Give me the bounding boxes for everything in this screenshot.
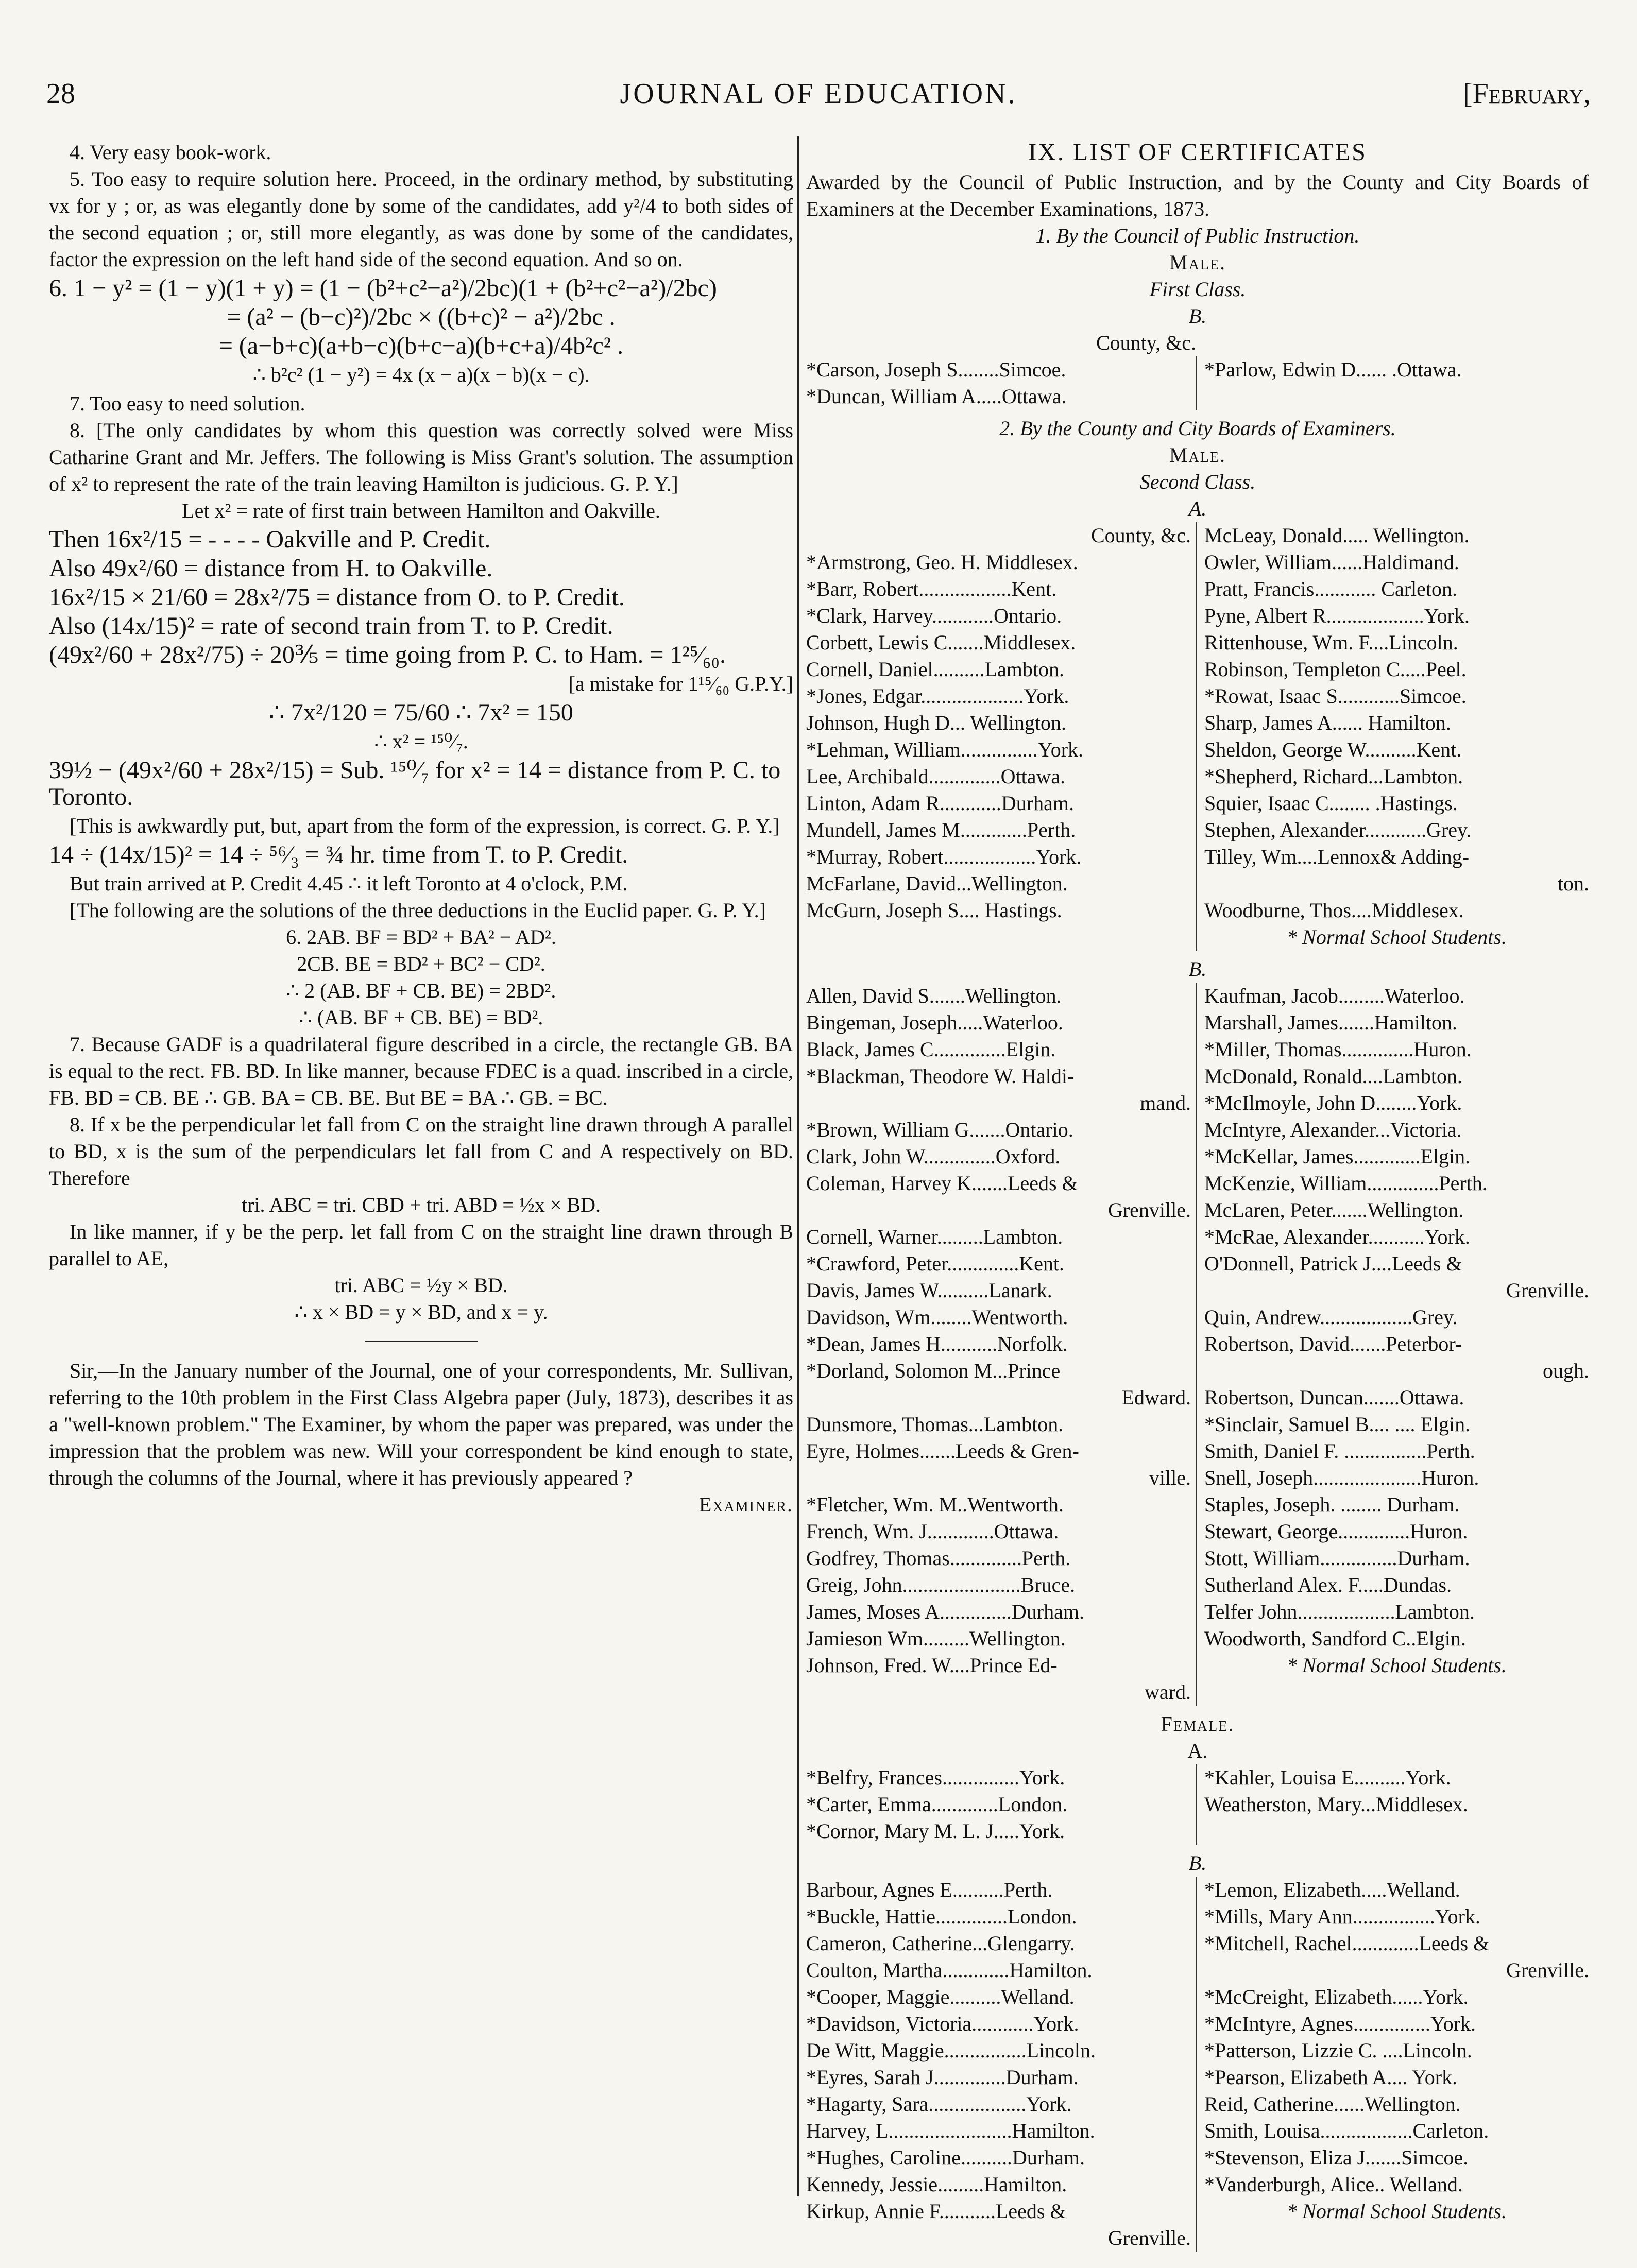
certificate-entry: *Belfry, Frances...............York. bbox=[806, 1766, 1065, 1789]
certificate-entry: *McIlmoyle, John D........York. bbox=[1204, 1091, 1462, 1114]
certificate-entry: O'Donnell, Patrick J....Leeds & bbox=[1204, 1252, 1462, 1275]
certificate-entry: Coulton, Martha.............Hamilton. bbox=[806, 1958, 1093, 1982]
female-b-list bbox=[806, 1877, 1589, 2252]
certificate-entry: McGurn, Joseph S.... Hastings. bbox=[806, 899, 1062, 922]
euclid-6a: 6. 2AB. BF = BD² + BA² − AD². bbox=[286, 925, 556, 949]
certificate-entry: *Dean, James H...........Norfolk. bbox=[806, 1332, 1068, 1355]
female-b-list-left bbox=[806, 1877, 1197, 2252]
answer-8-also-2: Also (14x/15)² = rate of second train from T. to P. Credit. bbox=[49, 612, 613, 640]
certificate-entry: Sheldon, George W..........Kent. bbox=[1204, 738, 1462, 761]
heading-grade-a-2: A. bbox=[1187, 1739, 1208, 1762]
certificate-entry: *Lehman, William...............York. bbox=[806, 738, 1084, 761]
male-b-list-left bbox=[806, 983, 1197, 1706]
certificate-entry: Stewart, George..............Huron. bbox=[1204, 1520, 1468, 1543]
certificate-entry: *Brown, William G.......Ontario. bbox=[806, 1118, 1073, 1141]
euclid-7: 7. Because GADF is a quadrilateral figure described in a circle, the rectangle GB. BA is equal to the rect. FB. BD. In like manner, because FDEC is a quad. inscribed in a circle, FB. BD = CB. BE ∴ GB. BA = CB. BE. But BE = BA ∴ GB. = BC. bbox=[49, 1033, 793, 1109]
certificate-entry: Pratt, Francis............ Carleton. bbox=[1204, 577, 1458, 600]
euclid-6b: 2CB. BE = BD² + BC² − CD². bbox=[297, 952, 545, 975]
answer-4: 4. Very easy book-work. bbox=[70, 141, 271, 164]
answer-8-x: ∴ x² = ¹⁵⁰⁄₇. bbox=[374, 730, 468, 753]
certificate-entry: *Hughes, Caroline..........Durham. bbox=[806, 2146, 1085, 2169]
certificate-entry: Clark, John W..............Oxford. bbox=[806, 1145, 1061, 1168]
certificate-entry: *Barr, Robert..................Kent. bbox=[806, 577, 1057, 600]
certificate-entry: *Mills, Mary Ann................York. bbox=[1204, 1905, 1480, 1928]
certificate-entry: Squier, Isaac C........ .Hastings. bbox=[1204, 792, 1458, 815]
euclid-8b: tri. ABC = tri. CBD + tri. ABD = ½x × BD. bbox=[242, 1193, 601, 1216]
female-a-list-left bbox=[806, 1764, 1197, 1845]
answer-8-intro: 8. [The only candidates by whom this question was correctly solved were Miss Catharine Grant and Mr. Jeffers. The following is Miss Grant's solution. The assumption of x² to represent the rate of the train leaving Hamilton is judicious. G. P. Y.] bbox=[49, 419, 793, 495]
answer-6-equation-2: = (a² − (b−c)²)/2bc × ((b+c)² − a²)/2bc . bbox=[227, 303, 616, 331]
certificates-title: IX. LIST OF CERTIFICATES bbox=[1028, 139, 1367, 166]
page-number: 28 bbox=[46, 78, 75, 110]
certificate-entry: Allen, David S.......Wellington. bbox=[806, 984, 1062, 1007]
heading-first-class: First Class. bbox=[1149, 278, 1246, 301]
answer-6-equation-1: 6. 1 − y² = (1 − y)(1 + y) = (1 − (b²+c²−a²)/2bc)(1 + (b²+c²−a²)/2bc) bbox=[49, 274, 717, 302]
certificate-entry: McLeay, Donald..... Wellington. bbox=[1204, 524, 1470, 547]
letter-to-editor: Sir,—In the January number of the Journal, one of your correspondents, Mr. Sullivan, referring to the 10th problem in the First Class Algebra paper (July, 1873), describes it as a "well-known problem." The Examiner, by whom the paper was prepared, was under the impression that the problem was new. Will your correspondent be kind enough to state, through the columns of the Journal, where it has previously appeared ? bbox=[49, 1359, 793, 1489]
certificate-entry: Davidson, Wm........Wentworth. bbox=[806, 1305, 1068, 1329]
answer-8-then: Then 16x²/15 = - - - - Oakville and P. Credit. bbox=[49, 526, 491, 553]
certificate-entry: *Hagarty, Sara...................York. bbox=[806, 2092, 1072, 2116]
certificate-entry: *Dorland, Solomon M...Prince bbox=[806, 1359, 1061, 1382]
certificate-entry: *Jones, Edgar....................York. bbox=[806, 684, 1069, 708]
certificate-entry: French, Wm. J.............Ottawa. bbox=[806, 1520, 1059, 1543]
council-list bbox=[806, 356, 1589, 410]
certificate-entry: *Murray, Robert..................York. bbox=[806, 845, 1082, 868]
certificates-subtitle: Awarded by the Council of Public Instruction, and by the County and City Boards of Examiners at the December Examinations, 1873. bbox=[806, 170, 1589, 220]
certificate-entry: *McRae, Alexander...........York. bbox=[1204, 1225, 1470, 1248]
certificate-entry: Sharp, James A...... Hamilton. bbox=[1204, 711, 1451, 734]
certificate-entry: Grenville. bbox=[1506, 1279, 1589, 1302]
certificate-entry: Snell, Joseph.....................Huron. bbox=[1204, 1466, 1479, 1489]
certificate-entry: Stephen, Alexander............Grey. bbox=[1204, 818, 1472, 841]
certificate-entry: Cornell, Daniel..........Lambton. bbox=[806, 658, 1065, 681]
certificate-entry: Edward. bbox=[1121, 1386, 1191, 1409]
certificate-entry: Black, James C..............Elgin. bbox=[806, 1038, 1056, 1061]
answer-8-hour: 14 ÷ (14x/15)² = 14 ÷ ⁵⁶⁄₃ = ¾ hr. time from T. to P. Credit. bbox=[49, 841, 628, 868]
county-header-1: County, &c. bbox=[1096, 331, 1197, 354]
normal-students-note-1: * Normal School Students. bbox=[1287, 925, 1507, 949]
heading-male-1: Male. bbox=[1169, 251, 1226, 274]
month-label: [February, bbox=[1463, 78, 1591, 110]
certificate-entry: Smith, Louisa..................Carleton. bbox=[1204, 2119, 1489, 2142]
certificate-entry: *Eyres, Sarah J..............Durham. bbox=[806, 2066, 1079, 2089]
certificate-entry: *Crawford, Peter..............Kent. bbox=[806, 1252, 1065, 1275]
certificate-entry: Weatherston, Mary...Middlesex. bbox=[1204, 1793, 1468, 1816]
council-list-right bbox=[1197, 356, 1589, 410]
certificate-entry: Bingeman, Joseph.....Waterloo. bbox=[806, 1011, 1063, 1034]
certificate-entry: Woodworth, Sandford C..Elgin. bbox=[1204, 1627, 1466, 1650]
page-header bbox=[46, 77, 1591, 113]
female-b-list-right bbox=[1204, 1877, 1589, 2198]
certificate-entry: *Buckle, Hattie..............London. bbox=[806, 1905, 1077, 1928]
column-divider bbox=[797, 136, 799, 2196]
euclid-8a: 8. If x be the perpendicular let fall from C on the straight line drawn through A parallel to BD, x is the sum of the perpendiculars let fall from C and A respectively on BD. Therefore bbox=[49, 1113, 793, 1190]
answer-8-substitute: 39½ − (49x²/60 + 28x²/15) = Sub. ¹⁵⁰⁄₇ for x² = 14 = distance from P. C. to Toronto. bbox=[49, 757, 781, 811]
certificate-entry: Coleman, Harvey K.......Leeds & bbox=[806, 1172, 1078, 1195]
certificate-entry: Staples, Joseph. ........ Durham. bbox=[1204, 1493, 1460, 1516]
answer-8-mistake-note: [a mistake for 1¹⁵⁄₆₀ G.P.Y.] bbox=[568, 672, 793, 695]
certificate-entry: Kennedy, Jessie.........Hamilton. bbox=[806, 2173, 1067, 2196]
answer-6-equation-4: ∴ b²c² (1 − y²) = 4x (x − a)(x − b)(x − c). bbox=[252, 363, 590, 386]
answer-8-solve: ∴ 7x²/120 = 75/60 ∴ 7x² = 150 bbox=[269, 699, 573, 726]
euclid-8c: In like manner, if y be the perp. let fall from C on the straight line drawn through B parallel to AE, bbox=[49, 1220, 793, 1270]
certificate-entry: Robertson, David.......Peterbor- bbox=[1204, 1332, 1462, 1355]
heading-second-class: Second Class. bbox=[1139, 470, 1256, 493]
certificate-entry: Jamieson Wm.........Wellington. bbox=[806, 1627, 1066, 1650]
certificate-entry: Corbett, Lewis C.......Middlesex. bbox=[806, 631, 1076, 654]
certificate-entry: *Miller, Thomas..............Huron. bbox=[1204, 1038, 1472, 1061]
certificate-entry: *Cornor, Mary M. L. J.....York. bbox=[806, 1819, 1065, 1843]
certificate-entry: *Pearson, Elizabeth A.... York. bbox=[1204, 2066, 1458, 2089]
certificate-entry: Cameron, Catherine...Glengarry. bbox=[806, 1932, 1075, 1955]
female-b-right-col bbox=[1197, 1877, 1589, 2252]
heading-grade-b-2: B. bbox=[1188, 957, 1207, 981]
certificate-entry: *Stevenson, Eliza J.......Simcoe. bbox=[1204, 2146, 1469, 2169]
certificate-entry: Lee, Archibald..............Ottawa. bbox=[806, 765, 1066, 788]
certificate-entry: *Kahler, Louisa E..........York. bbox=[1204, 1766, 1451, 1789]
certificate-entry: Sutherland Alex. F.....Dundas. bbox=[1204, 1573, 1452, 1596]
certificate-entry: Quin, Andrew..................Grey. bbox=[1204, 1305, 1458, 1329]
section-council: 1. By the Council of Public Instruction. bbox=[1035, 224, 1360, 247]
council-list-left bbox=[806, 356, 1197, 410]
certificate-entry: Pyne, Albert R...................York. bbox=[1204, 604, 1470, 627]
certificate-entry: *Carson, Joseph S........Simcoe. bbox=[806, 358, 1066, 381]
certificate-entry: McFarlane, David...Wellington. bbox=[806, 872, 1068, 895]
certificate-entry: Reid, Catherine......Wellington. bbox=[1204, 2092, 1461, 2116]
certificate-entry: Johnson, Hugh D... Wellington. bbox=[806, 711, 1066, 734]
section-rule bbox=[365, 1341, 478, 1342]
certificate-entry: *Sinclair, Samuel B.... .... Elgin. bbox=[1204, 1413, 1471, 1436]
certificate-entry: mand. bbox=[1140, 1091, 1191, 1114]
certificate-entry: *Duncan, William A.....Ottawa. bbox=[806, 385, 1067, 408]
male-b-list-right bbox=[1204, 983, 1589, 1652]
answer-8-editor-note: [This is awkwardly put, but, apart from the form of the expression, is correct. G. P. Y.] bbox=[70, 814, 780, 837]
certificate-entry: *Fletcher, Wm. M..Wentworth. bbox=[806, 1493, 1064, 1516]
male-a-list bbox=[806, 522, 1589, 951]
certificate-entry: Owler, William......Haldimand. bbox=[1204, 551, 1459, 574]
certificate-entry: *Lemon, Elizabeth.....Welland. bbox=[1204, 1878, 1460, 1901]
certificate-entry: Greig, John.......................Bruce. bbox=[806, 1573, 1076, 1596]
certificate-entry: Stott, William...............Durham. bbox=[1204, 1547, 1470, 1570]
male-a-left-col bbox=[806, 522, 1197, 951]
female-a-list-right bbox=[1197, 1764, 1589, 1845]
certificate-entry: Cornell, Warner.........Lambton. bbox=[806, 1225, 1063, 1248]
heading-grade-b-1: B. bbox=[1188, 304, 1207, 328]
euclid-8d: tri. ABC = ½y × BD. bbox=[334, 1274, 508, 1297]
certificate-entry: McLaren, Peter.......Wellington. bbox=[1204, 1198, 1464, 1222]
left-column bbox=[49, 139, 793, 1518]
certificate-entry: Harvey, L........................Hamilton. bbox=[806, 2119, 1095, 2142]
certificate-entry: *Davidson, Victoria............York. bbox=[806, 2012, 1079, 2035]
certificate-entry: De Witt, Maggie................Lincoln. bbox=[806, 2039, 1096, 2062]
answer-5: 5. Too easy to require solution here. Proceed, in the ordinary method, by substituting vx for y ; or, as was elegantly done by some of the candidates, add y²/4 to both sides of the second equation ; or, still more elegantly, as was done by some of the candidates, factor the expression on the left hand side of the second equation. And so on. bbox=[49, 167, 793, 271]
male-a-list-right bbox=[1204, 522, 1589, 924]
heading-male-2: Male. bbox=[1169, 443, 1226, 467]
normal-students-note-2: * Normal School Students. bbox=[1287, 1654, 1507, 1677]
certificate-entry: Godfrey, Thomas..............Perth. bbox=[806, 1547, 1071, 1570]
heading-grade-b-3: B. bbox=[1188, 1851, 1207, 1875]
certificate-entry: Rittenhouse, Wm. F....Lincoln. bbox=[1204, 631, 1458, 654]
certificate-entry: Kirkup, Annie F...........Leeds & bbox=[806, 2200, 1066, 2223]
certificate-entry: ville. bbox=[1149, 1466, 1191, 1489]
certificate-entry: Eyre, Holmes.......Leeds & Gren- bbox=[806, 1439, 1079, 1463]
male-b-right-col bbox=[1197, 983, 1589, 1706]
certificate-entry: McKenzie, William..............Perth. bbox=[1204, 1172, 1488, 1195]
certificate-entry: McDonald, Ronald....Lambton. bbox=[1204, 1064, 1463, 1088]
certificate-entry: ward. bbox=[1145, 1680, 1191, 1704]
answer-8-train: But train arrived at P. Credit 4.45 ∴ it left Toronto at 4 o'clock, P.M. bbox=[70, 872, 628, 895]
journal-title: JOURNAL OF EDUCATION. bbox=[620, 78, 1017, 110]
certificate-entry: *Mitchell, Rachel.............Leeds & bbox=[1204, 1932, 1490, 1955]
letter-signature: Examiner. bbox=[698, 1493, 793, 1516]
certificate-entry: ton. bbox=[1557, 872, 1589, 895]
certificate-entry: ough. bbox=[1543, 1359, 1589, 1382]
answer-8-time: (49x²/60 + 28x²/75) ÷ 20⅗ = time going from P. C. to Ham. = 1²⁵⁄₆₀. bbox=[49, 641, 726, 668]
certificate-entry: *McKellar, James.............Elgin. bbox=[1204, 1145, 1471, 1168]
normal-students-note-3: * Normal School Students. bbox=[1287, 2200, 1507, 2223]
certificate-entry: Kaufman, Jacob.........Waterloo. bbox=[1204, 984, 1465, 1007]
answer-6-equation-3: = (a−b+c)(a+b−c)(b+c−a)(b+c+a)/4b²c² . bbox=[218, 332, 624, 359]
answer-8-also-1: Also 49x²/60 = distance from H. to Oakville. bbox=[49, 555, 493, 582]
euclid-8e: ∴ x × BD = y × BD, and x = y. bbox=[294, 1300, 548, 1324]
certificate-entry: Barbour, Agnes E..........Perth. bbox=[806, 1878, 1053, 1901]
county-header-2: County, &c. bbox=[1090, 524, 1191, 547]
certificate-entry: Dunsmore, Thomas...Lambton. bbox=[806, 1413, 1064, 1436]
right-column bbox=[806, 139, 1589, 2252]
certificate-entry: Linton, Adam R............Durham. bbox=[806, 792, 1074, 815]
certificate-entry: Mundell, James M.............Perth. bbox=[806, 818, 1076, 841]
certificate-entry: Smith, Daniel F. ................Perth. bbox=[1204, 1439, 1475, 1463]
certificate-entry: *McCreight, Elizabeth......York. bbox=[1204, 1985, 1469, 2008]
section-boards: 2. By the County and City Boards of Examiners. bbox=[999, 417, 1396, 440]
certificate-entry: *McIntyre, Agnes...............York. bbox=[1204, 2012, 1476, 2035]
certificate-entry: Davis, James W..........Lanark. bbox=[806, 1279, 1052, 1302]
certificate-entry: Woodburne, Thos....Middlesex. bbox=[1204, 899, 1464, 922]
certificate-entry: *Vanderburgh, Alice.. Welland. bbox=[1204, 2173, 1463, 2196]
certificate-entry: Grenville. bbox=[1107, 1198, 1191, 1222]
certificate-entry: Grenville. bbox=[1506, 1958, 1589, 1982]
certificate-entry: James, Moses A..............Durham. bbox=[806, 1600, 1084, 1623]
answer-8-let: Let x² = rate of first train between Hamilton and Oakville. bbox=[182, 499, 660, 522]
certificate-entry: Robinson, Templeton C.....Peel. bbox=[1204, 658, 1467, 681]
certificate-entry: Grenville. bbox=[1107, 2226, 1191, 2249]
certificate-entry: *Blackman, Theodore W. Haldi- bbox=[806, 1064, 1075, 1088]
certificate-entry: *Parlow, Edwin D...... .Ottawa. bbox=[1204, 358, 1462, 381]
certificate-entry: Robertson, Duncan.......Ottawa. bbox=[1204, 1386, 1464, 1409]
certificate-entry: *Armstrong, Geo. H. Middlesex. bbox=[806, 551, 1078, 574]
heading-grade-a-1: A. bbox=[1188, 497, 1207, 520]
heading-female: Female. bbox=[1161, 1712, 1235, 1736]
euclid-6c: ∴ 2 (AB. BF + CB. BE) = 2BD². bbox=[286, 979, 556, 1002]
female-a-list bbox=[806, 1764, 1589, 1845]
certificate-entry: Johnson, Fred. W....Prince Ed- bbox=[806, 1654, 1058, 1677]
certificate-entry: Marshall, James.......Hamilton. bbox=[1204, 1011, 1458, 1034]
answer-8-distance: 16x²/15 × 21/60 = 28x²/75 = distance from O. to P. Credit. bbox=[49, 583, 625, 611]
answer-7: 7. Too easy to need solution. bbox=[70, 392, 305, 415]
certificate-entry: *Rowat, Isaac S............Simcoe. bbox=[1204, 684, 1467, 708]
male-a-list-left bbox=[806, 549, 1191, 924]
male-a-right-col bbox=[1197, 522, 1589, 951]
euclid-intro: [The following are the solutions of the three deductions in the Euclid paper. G. P. Y.] bbox=[70, 899, 766, 922]
certificate-entry: *Carter, Emma.............London. bbox=[806, 1793, 1068, 1816]
certificate-entry: Tilley, Wm....Lennox& Adding- bbox=[1204, 845, 1470, 868]
certificate-entry: *Cooper, Maggie..........Welland. bbox=[806, 1985, 1075, 2008]
euclid-6d: ∴ (AB. BF + CB. BE) = BD². bbox=[299, 1006, 543, 1029]
certificate-entry: *Shepherd, Richard...Lambton. bbox=[1204, 765, 1463, 788]
certificate-entry: Telfer John...................Lambton. bbox=[1204, 1600, 1475, 1623]
male-b-list bbox=[806, 983, 1589, 1706]
certificate-entry: *Clark, Harvey............Ontario. bbox=[806, 604, 1062, 627]
certificate-entry: *Patterson, Lizzie C. ....Lincoln. bbox=[1204, 2039, 1472, 2062]
certificate-entry: McIntyre, Alexander...Victoria. bbox=[1204, 1118, 1462, 1141]
